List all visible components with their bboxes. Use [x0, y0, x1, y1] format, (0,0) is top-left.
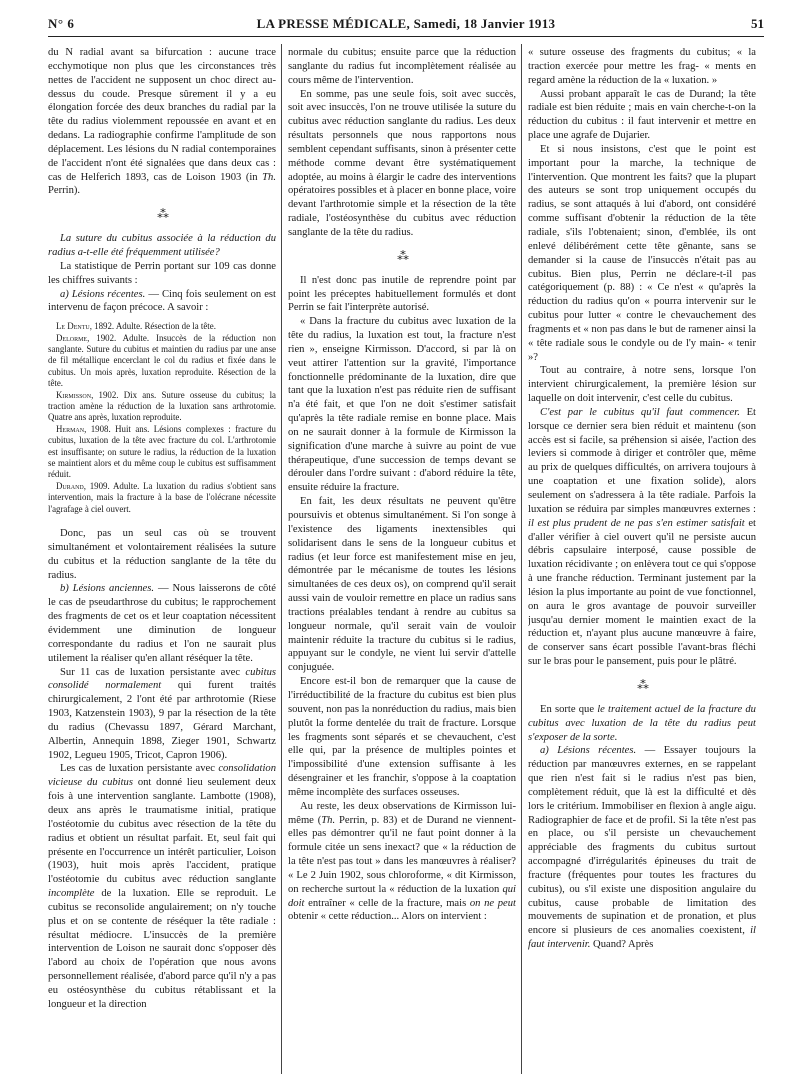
text: Perrin).: [48, 185, 81, 197]
text: Et lorsque ce dernier sera bien réduit et maintenu (son accès est si facile, sa préhension si aisée, l'action des leviers si commode à diriger et contrôler que, même au prix de quelques difficultés, on arrivera toujours à une coaptation et une fixation solide), alors seulement on s'adressera à la tête radiale. Parfois la luxation se réduira par simples manœuvres externes :: [528, 406, 756, 515]
case-entry: [48, 333, 276, 390]
paragraph: « Dans la fracture du cubitus avec luxation de la tête du radius, la luxation est tout, la fracture n'est rien », enseigne Kirmisson. D'accord, si par là on veut attirer l'attention sur la gravité, l'importance fonctionnelle prédominante de la luxation, dire que tant que la luxation n'est pas réduite rien de suffisant n'a été fait, et que l'on ne doit s'estimer satisfait qu'après la tête radiale remise en bonne place. Mais on ne saurait donner à la formule de Kirmisson la signification d'une marche à suivre au point de vue thérapeutique, d'une succession de temps devant se dérouler dans l'ordre suivant : d'abord réduire la tête, ensuite réduire la fracture.: [288, 316, 516, 494]
text: , 1902. Dix ans. Suture osseuse du cubitus; la traction amène la réduction de la luxation sans arthrotomie. Quatre ans après, luxation reproduite.: [48, 389, 276, 423]
text: et d'aller vérifier à ciel ouvert qu'il ne persiste aucun débris capsulaire interposé, cause possible de luxation récidivante ; on enlèvera tout ce qui s'oppose à une franche réduction. Terminant justement par la lésion la plus importante au point de vue fonctionnel, on aura le gros avantage de pouvoir surveiller jusqu'au dernier moment le maintien exact de la réduction et, n'ayant plus aucune manœuvre à faire, de conserver sans écart possible l'avant-bras fléchi sur le bras pour le pansement, puis pour le plâtré.: [528, 517, 756, 668]
asterism: ⁂: [397, 248, 407, 263]
paragraph: [288, 800, 516, 925]
case-entry: [48, 390, 276, 424]
text: consolidation vicieuse du cubitus: [48, 763, 276, 789]
issue-number: N° 6: [48, 16, 75, 31]
author-name: Herman: [56, 423, 85, 434]
text: Perrin, p. 83) et de Durand ne viennent-elles pas démontrer qu'il ne faut point donner à la formule citée un sens inexact? que « la réduction de la tête n'est pas tout » dans les manœuvres à réaliser? « Le 2 Juin 1902, sous chloroforme, « dit Kirmisson, on recherche surtout la « réduction de la luxation: [288, 814, 516, 895]
section-heading: La suture du cubitus associée à la réduction du radius a-t-elle été fréquemment utilisée?: [48, 233, 276, 258]
text: C'est par le cubitus qu'il faut commencer.: [540, 406, 740, 418]
text: cubitus consolidé normalement: [48, 666, 276, 692]
text: qui doit: [288, 883, 516, 909]
text: Les cas de luxation persistante avec: [60, 763, 219, 775]
paragraph: normale du cubitus; ensuite parce que la réduction sanglante du radius fut incomplètement réalisée au cours même de l'intervention.: [288, 47, 516, 86]
paragraph: [48, 762, 276, 1011]
text: le traitement actuel de la fracture du cubitus avec luxation de la tête du radius peut s'exposer de la sorte.: [528, 703, 756, 743]
text: — Cinq fois seulement on est intervenu de façon précoce. A savoir :: [48, 288, 276, 314]
paragraph: [48, 288, 276, 316]
paragraph: [48, 666, 276, 763]
page-header: [48, 14, 764, 37]
paragraph: Et si nous insistons, c'est que le point est important pour la marche, la technique de l'intervention. Que montrent les faits? que la plupart des auteurs se sont trop uniquement occupés du radius, se sont attaqués à lui d'abord, ont considéré comme suffisant d'obtenir la réduction de la tête radiale, s'ils l'obtenaient; sinon, d'emblée, ils ont enlevé délibérément cette tête gênante, sans se demander si la cause de l'insuccès n'était pas au cubitus. Bien plus, Perrin ne déclare-t-il pas catégoriquement (p. 88) : « Ce n'est « qu'après la réduction du radius qu'on « pourra intervenir sur le cubitus pour lutter « contre le chevauchement des fragments et « non pas dans le but de ramener ainsi la « tête radiale sous le condyle ou de l'y main- « tenir »?: [528, 143, 756, 363]
text: , 1908. Huit ans. Lésions complexes : fracture du cubitus, luxation de la tête avec fracture du col. L'arthrotomie est insuffisante; on suture le radius, la réduction de la luxation se maintient alors et du même coup le cubitus est suffisamment réduit.: [48, 423, 276, 480]
asterism: ⁂: [637, 677, 647, 692]
column-rule-left: [281, 44, 282, 1074]
paragraph: [528, 703, 756, 745]
text: Sur 11 cas de luxation persistante avec: [60, 666, 246, 678]
column-3: [528, 46, 756, 1076]
paragraph: « suture osseuse des fragments du cubitus; « la traction exercée pour mettre les frag- « ments en regard amène la réduction de la « luxation. »: [528, 47, 756, 86]
text: obtenir « cette réduction... Alors on intervient :: [288, 911, 487, 923]
text: En sorte que: [540, 703, 598, 715]
paragraph: Donc, pas un seul cas où se trouvent simultanément et volontairement réalisées la suture du cubitus et la réduction sanglante de la tête du radius.: [48, 528, 276, 581]
text: on ne peut: [469, 897, 516, 909]
paragraph: La statistique de Perrin portant sur 109 cas donne les chiffres suivants :: [48, 260, 276, 286]
subheading: b) Lésions anciennes.: [60, 583, 155, 595]
author-name: Durand: [56, 480, 84, 491]
text: il faut intervenir.: [528, 925, 756, 951]
case-entry: [48, 424, 276, 481]
journal-title: LA PRESSE MÉDICALE, Samedi, 18 Janvier 1913: [256, 16, 556, 31]
paragraph: [528, 406, 756, 669]
paragraph: [48, 582, 276, 665]
text: incomplète: [48, 888, 95, 900]
text: — Essayer toujours la réduction par manœuvres externes, en se rappelant que rien n'est fait si le radius n'est pas bien, complètement réduit, que là est la difficulté et dès lors le critérium. Immobiliser en flexion à angle aigu. Radiographier de face et de profil. Si la tête n'est pas en place, ou s'il persiste un chevauchement appréciable des fragments du cubitus surtout accompagné d'irrégularités épineuses du trait de fracture (fréquentes pour toutes les fractures du cubitus), ou s'il existe une disposition angulaire du cubitus, cause probable de limitation des mouvements de supination et de pronation, et plus encore si plusieurs de ces anomalies coexistent,: [528, 745, 756, 937]
text: Au reste, les deux observations de Kirmisson lui-même (: [288, 800, 516, 826]
text: qui furent traités chirurgicalement, 2 l'ont été par arthrotomie (Riese 1903, Katzenstein 1903), 9 par la résection de la tête du radius (Chevassu 1897, Gérard Marchant, Albertin, Annequin 1898, Zieger 1901, Schwartz 1902, Legueu 1905, Tricot, Capron 1906).: [48, 680, 276, 761]
column-1: [48, 46, 276, 1076]
asterism: ⁂: [157, 207, 167, 222]
column-rule-right: [521, 44, 522, 1074]
text: de la luxation. Elle se reproduit. Le cubitus se reconsolide angulairement; on n'y touche plus et on se contente de réséquer la tête radiale : résultat médiocre. L'insuccès de la première intervention de Loison ne saurait donc s'opposer dès l'abord au choix de l'opération que nous avons personnellement réalisée, d'abord parce qu'il n'y a pas eu ostéosynthèse du cubitus rétablissant et la longueur et la direction: [48, 888, 276, 1010]
case-entry: [48, 321, 276, 332]
text: ont donné lieu seulement deux fois à une intervention sanglante. Lambotte (1908), deux ans après le traumatisme initial, pratique l'ostéotomie du cubitus avec résection de la tête du radius et obtient un résultat parfait. Et, seul fait qui présente en l'occurrence un intérêt particulier, Loison (1903), huit mois après l'accident, pratique l'ostéotomie du cubitus avec réduction sanglante: [48, 777, 276, 886]
text: du N radial avant sa bifurcation : aucune trace ecchymotique non plus que les circonstances très nettes de l'accident ne supposent un choc direct au-dessus du coude. Presque sûrement il y a eu élongation forcée des deux branches du radial par la tête du radius violemment repoussée en avant et en dedans. La radiographie confirme l'amplitude de son déplacement. Les lésions du N radial contemporaines de l'accident n'ont été signalées que dans deux cas : cas de Helferich 1893, cas de Loison 1903 (in: [48, 47, 276, 183]
text: Quand? Après: [590, 939, 654, 951]
paragraph: En fait, les deux résultats ne peuvent qu'être poursuivis et obtenus simultanément. Si l'on songe à l'existence des ligaments inextensibles qui solidarisent dans le sens de la longueur cubitus et radius (et leur force est manifestement mise en jeu, démontrée par le mécanisme de toutes les lésions simultanées de ces deux os), on comprend qu'il serait aussi vain de vouloir remettre en place un radius sans tractions préalables tendant à rendre au cubitus sa longueur normale, qu'il serait vain de vouloir maintenir réduite la tracture du cubitus si le radius, appuyant sur le condyle, ne vient lui servir d'attelle conjuguée.: [288, 496, 516, 674]
paragraph: [48, 46, 276, 198]
author-name: Delorme: [56, 332, 88, 343]
text: Th.: [262, 171, 276, 183]
author-name: Le Dentu: [56, 321, 90, 332]
page-number: 51: [751, 16, 764, 31]
text: Th.: [321, 814, 336, 826]
column-2: [288, 46, 516, 1076]
text: entraîner « celle de la fracture, mais: [304, 897, 470, 909]
paragraph: En somme, pas une seule fois, soit avec succès, soit avec insuccès, l'on ne trouve utilisée la suture du cubitus avec réduction sanglante du radius. Les deux résultats personnels que nous rapportons nous semblent cependant suffisants, sinon à présenter cette méthode comme devant être systématiquement adoptée, au moins à élargir le cadre des interventions opératoires possibles et à placer en bonne place, voire devant l'arthrotomie simple et la résection de la tête radiale, l'ostéosynthèse du cubitus avec réduction sanglante de la tête du radius.: [288, 88, 516, 238]
paragraph: Tout au contraire, à notre sens, lorsque l'on intervient chirurgicalement, la première lésion sur laquelle on doit intervenir, c'est celle du cubitus.: [528, 365, 756, 405]
text: , 1902. Adulte. Insuccès de la réduction non sanglante. Suture du cubitus et maintien du radius par une anse de fil métallique encerclant le col du radius et fixée dans le cubitus. Un mois après, luxation reproduite. Résection de la tête.: [48, 332, 276, 389]
paragraph: [528, 744, 756, 952]
subheading: a) Lésions récentes.: [540, 745, 637, 757]
text: , 1909. Adulte. La luxation du radius s'obtient sans intervention, mais la fracture à la base de l'olécrane nécessite l'agrafage à ciel ouvert.: [48, 480, 276, 514]
paragraph: Il n'est donc pas inutile de reprendre point par point les préceptes habituellement formulés et dont Perrin se fait l'interprète autorisé.: [288, 274, 516, 314]
case-entry: [48, 481, 276, 515]
paragraph: Encore est-il bon de remarquer que la cause de l'irréductibilité de la fracture du cubitus est bien plus souvent, non pas la nonréduction du radius, mais bien plutôt la forme dentelée du trait de fracture. Lorsque les fragments sont séparés et se chevauchent, c'est elle qui, par la présence de multiples pointes et l'impossibilité d'une extension suffisante à les désengrainer et les franchir, s'oppose à la coaptation même incomplète des surfaces osseuses.: [288, 676, 516, 798]
text: il est plus prudent de ne pas s'en estimer satisfait: [528, 517, 745, 529]
text: , 1892. Adulte. Résection de la tête.: [89, 321, 216, 332]
text: — Nous laisserons de côté le cas de pseudarthrose du cubitus; le rapprochement des fragments de cet os et leur coaptation nécessitent évidemment une diminution de longueur correspondante du radius et l'on ne saurait plus utilement la réaliser qu'en allant réséquer la tête.: [48, 583, 276, 664]
paragraph: Aussi probant apparaît le cas de Durand; la tête radiale est bien réduite ; mais en vain cherche-t-on la réduction du cubitus : il faut intervenir et mettre en place une agrafe de Dujarier.: [528, 88, 756, 142]
subheading: a) Lésions récentes.: [60, 288, 146, 300]
author-name: Kirmisson: [56, 389, 92, 400]
